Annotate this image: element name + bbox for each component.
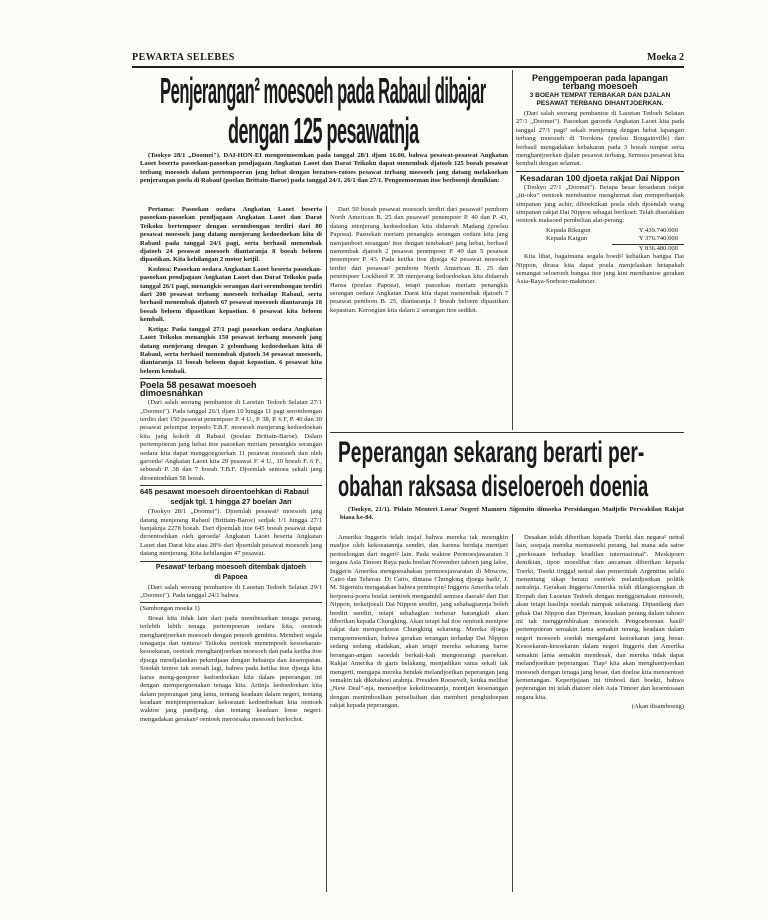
main-article-intro: (Tookyo 28/1 „Doomei"). DAI-HON-EI mengoemoemkan pada tanggal 28/1 djam 16.00, bahwa pesawat-pesawat Angkatan Laoet beserta pasoekan-pasoekan pendjagaan Angkatan Laoet dan Darat Teikoku dapat menembak djatoeh 125 boeah pesawat terbang moesoeh dalam pertempoeran jang hebat dengan beratoes-ratoes pesawat terbang moesoeh jang datang melakoekan penjerangan poela di Rabaul (poelau Brittain-Baroe) pada tanggal 24/1, 26/1 dan 27/1. Pengoemoeman itoe berboenji demikian: [140,152,508,185]
column-rule [512,534,513,892]
main-article-madang: Dari 50 boeah pesawat moesoeh terdiri dari pesawat² pembom North American B. 25 dan pesawat² penempoer P. 40 dan P. 43, datang menjerang kedoedoekan kita didaerah Madang (poelau Papoea). Pasoekan meriam penangkis serangan oedara kita jang menjamboet serangan² itoe dengan tembakan² jang hebat, berhasil menembak djatoeh 2 pesawat penempoer P. 40 dan 5 pesawat penempoer P. 43. Pada ketika itoe djoega 42 pesawat moesoeh terdiri dari pesawat² pembom North American B. 25 dan penempoer Lockheed P. 38 menjerang kedoedoekan kita didaerah Hansa (poelau Papoea), tetapi pasoekan meriam penangkis serangan oedara Angkatan Darat kita dapat menembak djatoeh 7 pesawat pembom B. 25, diantaranja 1 boeah beloem dipastikan kepastian. Keroegian kita dalam 2 serangan itoe sedikit. [330,206,508,314]
divider [140,561,322,562]
lapangan-headline: Penggempoeran pada lapangan terbang moesoeh [531,73,669,91]
main-article-point-1: Pertama: Pasoekan oedara Angkatan Laoet beserta pasoekan-pasoekan pendjagaan Angkatan Laoet dan Darat Teikoku bertempoer dengan serombongan terdiri dari 80 pesawat moesoeh jang datang menjerang kedoedoekan kita di Rabaul pada tanggal 24/1 pagi, serta berhasil menembak djatoeh 24 pesawat moesoeh diantaranja 8 boeah beloem dipastikan. Kita kehilangan 2 motor ketjil. [140,206,322,264]
poela-headline: Poela 58 pesawat moesoeh dimoesnahkan [140,380,257,399]
main-headline [150,70,500,154]
papoea-body: (Dari salah seorang pembantoe di Laoetan Tedoeh Selatan 29/1 „Doomei"). Pada tanggal 24/1 bahwa [140,583,322,600]
divider [140,602,322,603]
sambungan-body: Boeat kita tidak lain dari pada membesarkan tenaga perang, terlebih lebih tenaga pertempoeran oedara kita, oentoek menghantjoerkan moesoeh dengan penoeh gembira. Memberi segala tenaganja dan tentera² Teikoku oentoek menempoeh kesoekaran-kesoekaran, oentoek menghantjoerkan moesoeh dan pada ketika itoe djoega mendjalankan pekerdjaan dengan hebatnja dan kesempatan. Soedah tentoe tak soesah lagi, bahwa pada ketika itoe djoega kita harus meng-gempoer kedoedoekan kita dalam peperangan ini dengan mempergoenakan tenaga kita. Artinja kedoedoekan kita dalam peperangan jang lama, tentang keadaan dalam negeri, tentang keadaan menjempoernakan kekoeatan kedoedoekan kita oentoek waktoe jang pandjang, dan tentang keadaan loear negeri: mengadakan gerakan² oentoek meroesaka moesoeh berlochot. [140,614,322,723]
money-row: Kepada Kaigun Y 376.740.000 [546,235,678,243]
article-645-headline-2: sedjak tgl. 1 hingga 27 boelan Jan [170,497,292,507]
column-rule [326,206,327,892]
papoea-headline-1: Pesawat² terbang moesoeh ditembak djatoeh [155,563,307,571]
big-article-col-a: Amerika Inggeris telah insjaf bahwa mereka tak moengkin madjoe oleh kekoeatannja sendiri, dan karena berdaja mentjari pertoelongan dari negeri² lain. Pada waktoe Permoesjawaratan 3 negara Asia Timoer Raya pada boelan November tahoen jang laloe, Inggeris Amerika mengoesahakan permoesjawaratan di Moscow, Cairo dan Teheran. Di Cairo, dimana Chungking djoega hadir, J. M. Sigemitu mengatakan bahwa pemimpin² Inggeris Amerika telah berpoera-poera boelat oentoek mengambil semoea daerah² dari Dai Nippon, terketjoeali Dai Nippon sendiri, jang sebahagiannja boleh berdiri sendiri, tetapi sebahagian terbesar barangkali akan diberikan kepada Chungking. Akan tetapi hal itoe oentoek menipoe rakjat dan memperkoeat Chungking sekarang. Mereka djoega mengoemoemkan, bahwa gerakan serangan terhadap Dai Nippon sedang sedang diadakan, akan tetapi mereka sekarang baroe berangan-angan saoedah berkali-kali mengoerangi pasoekan. Rakjat Amerika di garis belakang, menjadikan sama sekali tak mengerti, mengapa mereka hendak melandjoetkan peperangan jang semakin tak diketahoei arahnja. Presiden Roosevelt, ketika melihat „New Deal"-nja, menoedjoe kekeliroeannja, mentjari kesenangan dengan menimboelkan perselisihan dan memberi penghidoepan rakjat kepada peperangan. [330,534,508,710]
big-article-top-rule [330,432,684,433]
column-rule [512,70,513,430]
to-be-continued: (Akan disamboeng) [631,703,684,711]
page-header [132,50,684,68]
money-row: Kepada Rikugun Y 439.740.000 [546,226,678,234]
big-headline-line-2: obahan raksasa diseloeroeh doenia [338,470,649,503]
kesadaran-headline: Kesadaran 100 djoeta rakjat Dai Nippon [520,172,680,183]
middle-column-upper [330,206,508,426]
lapangan-body: (Dari salah seorang pembantoe di Laoetan Tedoeh Selatan 27/1 „Doomei"). Pasoekan garoeda Angkatan Laoet kita pada tanggal 27/1 pagi² sekali menjerang dengan hebat lapangan terbang moesoeh di Torokina (poelau Bougainville) dan berhasil mengadakan kebakaran pada 3 boeah tempat serta menghantjoerkan djalan pesawat terbang. Semoea pesawat kita kembali dengan selamat. [516,110,684,168]
article-645-headline-1: 645 pesawat moesoeh diroentoehkan di Rabaul [140,487,309,497]
divider [516,171,684,172]
money-total: Y 836.480.000 [612,244,684,253]
big-headline-line-1: Peperangan sekarang berarti per- [338,436,645,469]
kesadaran-body: (Tookyo 27/1 „Doomei"). Betapa besar kesadaran rakjat „iti-oku" oentoek membantoe menghemat dan memperbanjak simpanan jang achir, diboektikan poela oleh djoemlah wang simpanan rakjat Dai Nippon sebagai berikoet: Telah diserahkan oentoek maksoed pembelian alat-perang: [516,183,684,225]
sambungan-label: (Sambongan moeka 1) [140,605,200,613]
big-article-col-b: Desakan telah diberikan kepada Toerki dan negara² netral lain, soepaja mereka memasoeki perang, hal mana ada satoe „perkosaan terhadap keadilan internasional". Meskipoen demikian, tipoe moeslihat dan ancaman diberikan kepada Toerki, Toerki tinggal netral dan pemerintah Argentina selalu menentang sikap berani oentoek melandjoetkan politik netralnja. Gerakan Inggeris/Amerika telah dilangsoengkan di Eropah dan Laoetan Tedoeh dengan menggoenakan moesoeh, akan tetapi hasilnja soedah nampak sekarang. Dipandang dari pihak Dai Nippon dan Djerman, keadaan perang dalam tahoen ini tak menggembirakan moesoeh. Pengoeboenan hasil² pertempoeran semakin lama semakin terang, keadaan dalam negeri moesoeh soedah mengalami kesoekaran jang besar. Kesoekaran-kesoekaran dalam negeri Inggeris dan Amerika semakin lama semakin mendesak, dan mereka tidak dapat melandjoetkan peperangan. Tiap² kita akan menghantjoerkan moesoeh dengan tenaga jang besar, dan doeloe kita menoentoet kemenangan. Kepertjajaan ini timboel dari boekti, bahwa peperangan ini telah diatoer oleh Asia Timoer dan kesentosaan negara kita. (Akan disamboeng) [516,534,684,711]
page-number: Moeka 2 [647,52,684,63]
main-headline-line-2: dengan 125 pesawatnja [228,110,419,151]
poela-body: (Dari salah seorang pembantoe di Laoetan Tedoeh Selatan 27/1 „Doomei"). Pada tanggal 26/1 djam 10 hingga 11 pagi serombongan terdiri dari 150 pesawat penempoer P. 4 U., P. 38, P. 6 F, P. 40 dan 30 pesawat pelempar torpedo T.B.F. moesoeh menjerang kedoedoekan kita jang kokoh di Rabaul (poelau Brittain-Baroe). Dalam pertempoeran jang hebat itoe pasoekan meriam penangkis serangan oedara kita dapat menggoegoerkan 11 pesawat moesoeh dan oleh garoeda² Angkatan Laoet kita 29 pesawat F. 4 U., 10 boeah F. 6 F., seboeah P. 38 dan 7 boeah T.B.F. Djoemlah semoea sekali jang diroentoehkan 58 boeah. [140,399,322,482]
right-column-top [516,72,684,432]
main-headline-line-1: Penjerangan² moesoeh pada Rabaul dibajar [160,70,486,111]
main-article-point-3: Ketiga: Pada tanggal 27/1 pagi pasoekan oedara Angkatan Laoet Teikoku menangkis 150 pesawat terbang moesoeh jang datang menjerang dengan 2 gelombang kedoedoekan kita di Rabaul, serta berhasil menembak djatoeh 34 pesawat moesoeh, diantaranja 11 boeah beloem dapat kepastian. 6 pesawat kita beloem kembali. [140,325,322,375]
article-645-body: (Tookyo 28/1 „Doomei"). Djoemlah pesawat² moesoeh jang datang menjerang Rabaul (Brittain-Baroe) sedjak 1/1 hingga 27/1 banjaknja 2278 boeah. Dari djoemlah itoe 645 boeah pesawat dapat diroentoehkan oleh garoeda² Angkatan Laoet beserta Angkatan Laoet dan Darat kita atau 28% dari djoemlah pesawat moesoeh jang datang menjerang. Kita kehilangan 47 pesawat. [140,508,322,558]
big-article-dateline: (Tookyo, 21/1). Pidato Menteri Loear Negeri Mamoru Sigemitu dimoeka Persidangan Madjelis Perwakilan Rakjat biasa ke-84. [340,506,684,522]
divider [140,378,322,379]
divider [140,485,322,486]
lapangan-subheadline: 3 BOEAH TEMPAT TERBAKAR DAN DJALAN PESAWAT TERBANG DIHANTJOERKAN. [529,92,671,107]
main-article-point-2: Kedoea: Pasoekan oedara Angkatan Laoet beserta pasoekan-pasoekan pendjagaan Angkatan Laoet dan Darat Teikoku pada tanggal 26/1 pagi, menangkis serangan dari serombongan terdiri dari 200 pesawat terbang moesoeh terhadap Rabaul, serta berhasil menembak djatoeh 67 pesawat moesoeh diantaranja 18 boeah beloem dipastikan kepastian. 6 pesawat kita beloem kembali. [140,265,322,324]
kesadaran-after: Kita lihat, bagaimana segala boedi² kebaikan bangsa Dai Nippon, dirasa kita dapat poela menjelaskan betapakah semangat seloeroeh bangsa itoe jang kini membantoe gerakan Asia-Raya-Soeboer-makmoer. [516,253,684,286]
papoea-headline-2: di Papoea [214,573,248,581]
left-column [140,206,322,892]
newspaper-name: PEWARTA SELEBES [132,52,235,63]
